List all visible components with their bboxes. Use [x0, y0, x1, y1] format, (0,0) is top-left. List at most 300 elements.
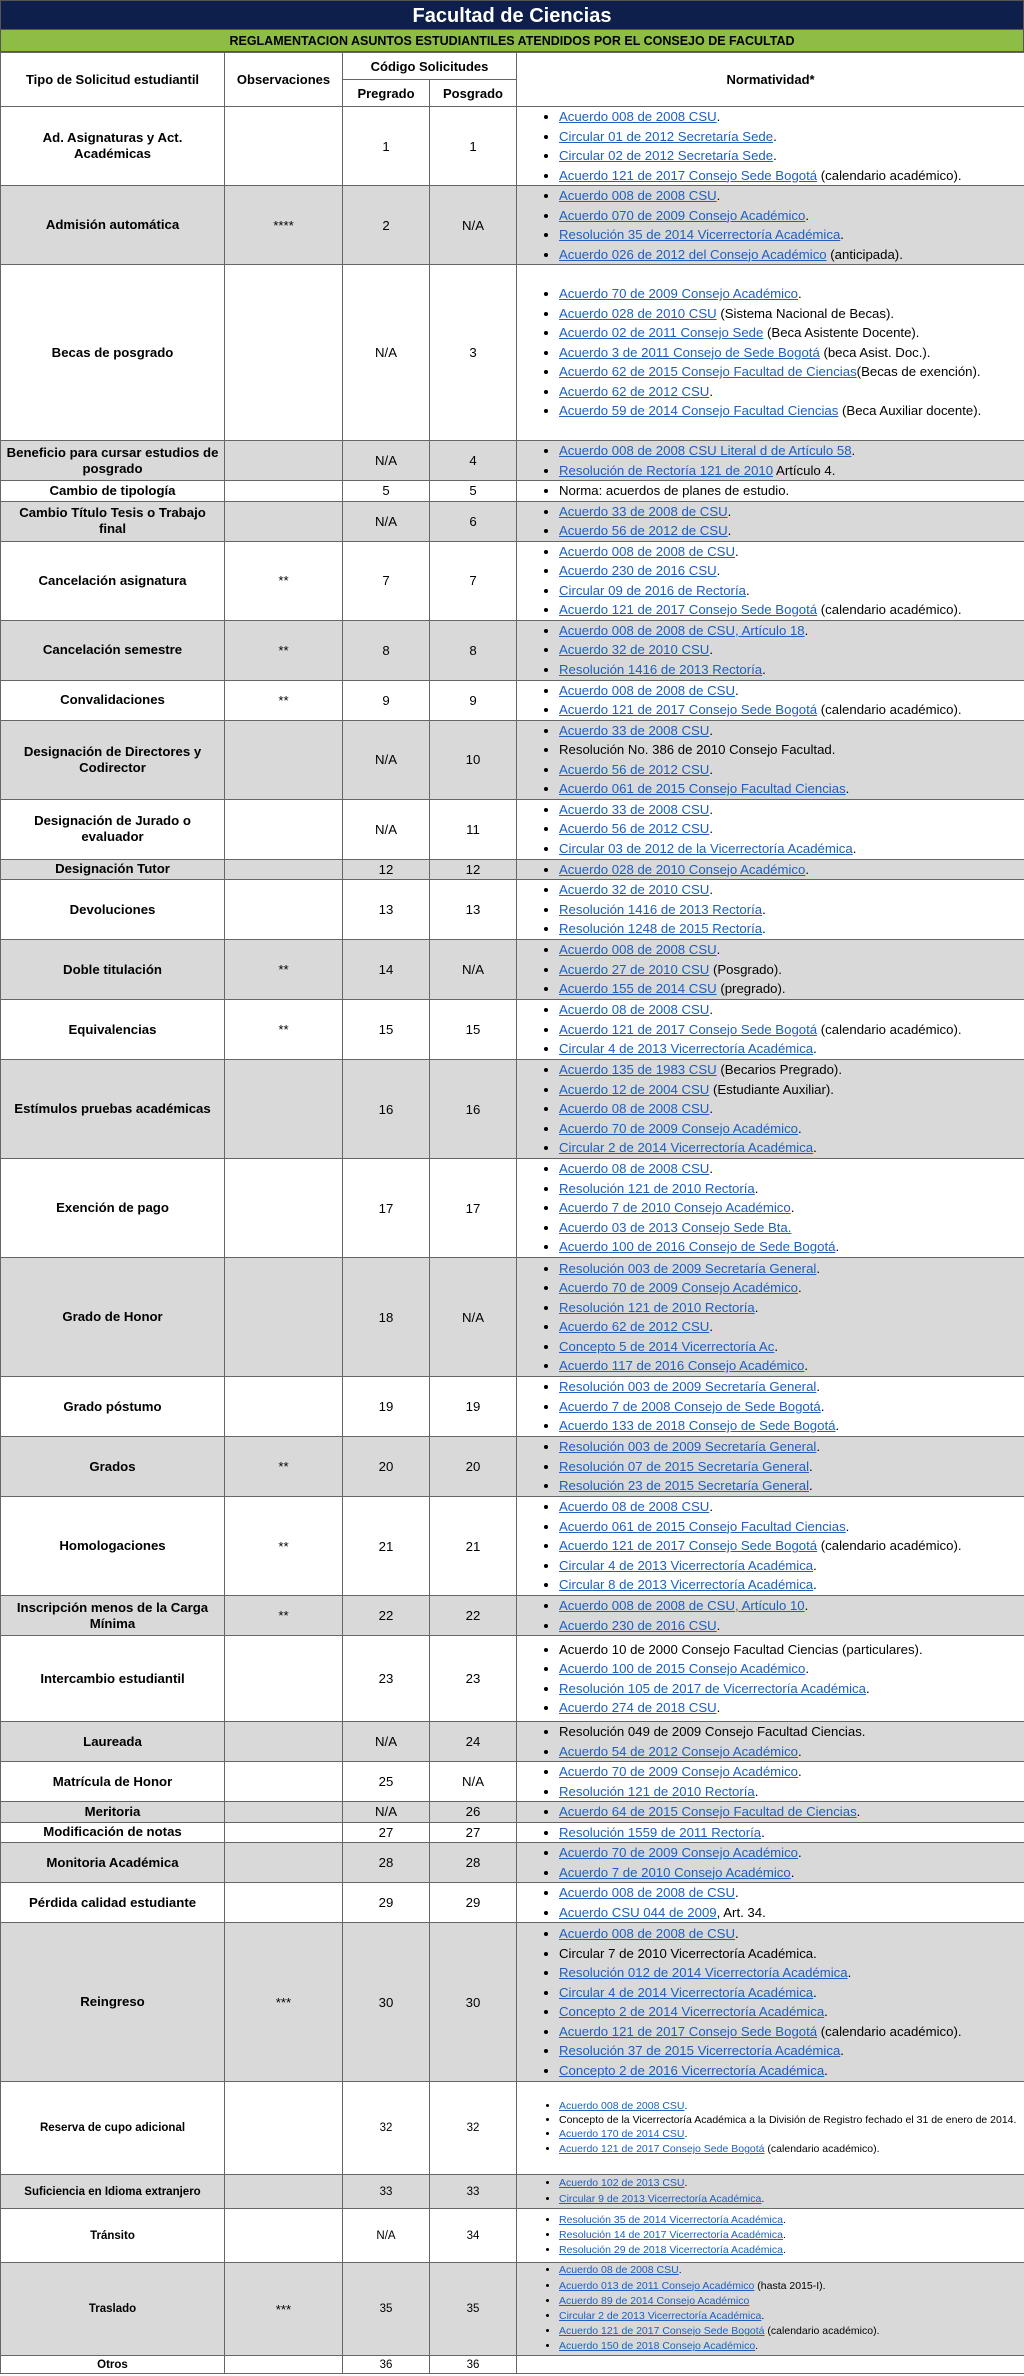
- table-row: [1, 1802, 1024, 1823]
- norm-text: .: [709, 1002, 713, 1018]
- norm-text: Norma: acuerdos de planes de estudio.: [559, 483, 790, 498]
- norm-list: [521, 1437, 1022, 1496]
- norm-link[interactable]: Acuerdo 008 de 2008 CSU Literal d de Artículo 58: [559, 443, 852, 458]
- norm-text: (anticipada).: [826, 246, 903, 262]
- posgrado-code-cell: 15: [430, 1000, 517, 1060]
- norm-link[interactable]: Circular 4 de 2013 Vicerrectoría Académica: [559, 1557, 814, 1573]
- norm-link[interactable]: Acuerdo 008 de 2008 CSU: [559, 188, 717, 203]
- posgrado-code-cell: N/A: [430, 186, 517, 265]
- norm-text: Artículo 4.: [773, 462, 836, 478]
- norm-link[interactable]: Resolución 003 de 2009 Secretaría General: [559, 1439, 817, 1455]
- norm-link[interactable]: Acuerdo 70 de 2009 Consejo Académico: [559, 1764, 799, 1779]
- norm-link[interactable]: Resolución 29 de 2018 Vicerrectoría Académica: [559, 2244, 783, 2257]
- norm-item: [559, 1722, 1022, 1742]
- norm-link[interactable]: Resolución 1416 de 2013 Rectoría: [559, 661, 763, 677]
- norm-link[interactable]: Resolución 1248 de 2015 Rectoría: [559, 921, 763, 937]
- table-row: [1, 481, 1024, 502]
- norm-item: [559, 1377, 1022, 1397]
- observaciones-cell: [225, 2356, 343, 2374]
- tipo-cell: Grados: [1, 1437, 225, 1497]
- observaciones-cell: **: [225, 1000, 343, 1060]
- norm-link[interactable]: Circular 2 de 2013 Vicerrectoría Académica: [559, 2310, 762, 2322]
- normatividad-cell: [517, 1159, 1024, 1258]
- norm-text: .: [798, 1120, 802, 1136]
- pregrado-code-cell: N/A: [343, 501, 430, 541]
- norm-item: [559, 721, 1022, 741]
- pregrado-code-cell: N/A: [343, 1722, 430, 1762]
- norm-link[interactable]: Acuerdo 32 de 2010 CSU: [559, 642, 710, 658]
- norm-link[interactable]: Acuerdo 230 de 2016 CSU: [559, 1617, 717, 1633]
- norm-text: .: [762, 921, 766, 937]
- norm-link[interactable]: Acuerdo 028 de 2010 CSU: [559, 305, 717, 321]
- norm-text: .: [790, 1864, 795, 1880]
- norm-list: [521, 681, 1022, 720]
- norm-text: .: [798, 1280, 802, 1295]
- normatividad-cell: [517, 1000, 1024, 1060]
- column-header-pregrado: Pregrado: [343, 80, 430, 107]
- norm-item: [559, 225, 1022, 245]
- norm-link[interactable]: Acuerdo 27 de 2010 CSU: [559, 961, 710, 977]
- norm-text: .: [709, 1499, 713, 1515]
- norm-text: (Becarios Pregrado).: [716, 1062, 842, 1078]
- norm-item: [559, 2002, 1022, 2022]
- tipo-cell: Intercambio estudiantil: [1, 1636, 225, 1722]
- norm-link[interactable]: Acuerdo 32 de 2010 CSU: [559, 882, 710, 898]
- norm-item: [559, 1099, 1022, 1119]
- norm-link[interactable]: Acuerdo 028 de 2010 Consejo Académico: [559, 861, 806, 877]
- normatividad-cell: [517, 541, 1024, 620]
- norm-text: (calendario académico).: [817, 1538, 962, 1554]
- norm-text: .: [816, 1379, 821, 1395]
- norm-link[interactable]: Acuerdo 274 de 2018 CSU: [559, 1700, 717, 1715]
- table-row: [1, 1636, 1024, 1722]
- norm-link[interactable]: Acuerdo 008 de 2008 de CSU, Artículo 10: [559, 1598, 805, 1613]
- norm-link[interactable]: Acuerdo 100 de 2015 Consejo Académico: [559, 1661, 806, 1676]
- norm-link[interactable]: Resolución 1559 de 2011 Rectoría: [559, 1824, 762, 1840]
- norm-link[interactable]: Circular 02 de 2012 Secretaría Sede: [559, 148, 774, 163]
- norm-link[interactable]: Acuerdo 70 de 2009 Consejo Académico: [559, 1280, 799, 1295]
- norm-text: Concepto de la Vicerrectoría Académica a la División de Registro fechado el 31 de enero de 2014.: [559, 2113, 1017, 2126]
- norm-item: [559, 1159, 1022, 1179]
- norm-item: [559, 819, 1022, 839]
- pregrado-code-cell: 28: [343, 1843, 430, 1883]
- norm-list: [521, 2263, 1022, 2354]
- observaciones-cell: **: [225, 1437, 343, 1497]
- norm-link[interactable]: Resolución 003 de 2009 Secretaría General: [559, 1260, 817, 1276]
- tipo-cell: Pérdida calidad estudiante: [1, 1883, 225, 1923]
- norm-link[interactable]: Acuerdo 121 de 2017 Consejo Sede Bogotá: [559, 2325, 765, 2338]
- norm-item: [559, 600, 1022, 620]
- norm-link[interactable]: Acuerdo 7 de 2008 Consejo de Sede Bogotá: [559, 1398, 821, 1414]
- norm-text: (calendario académico).: [817, 167, 962, 183]
- norm-text: (Posgrado).: [709, 961, 782, 977]
- norm-link[interactable]: Resolución 37 de 2015 Vicerrectoría Académica: [559, 2043, 841, 2058]
- norm-item: [559, 1556, 1022, 1576]
- pregrado-code-cell: 30: [343, 1923, 430, 2082]
- table-row: [1, 720, 1024, 799]
- pregrado-code-cell: 29: [343, 1883, 430, 1923]
- table-row: [1, 441, 1024, 481]
- norm-link[interactable]: Resolución 121 de 2010 Rectoría: [559, 1180, 755, 1196]
- pregrado-code-cell: 12: [343, 859, 430, 880]
- normatividad-cell: [517, 265, 1024, 441]
- norm-link[interactable]: Acuerdo 008 de 2008 CSU: [559, 942, 717, 958]
- tipo-cell: Reingreso: [1, 1923, 225, 2082]
- norm-text: .: [754, 1180, 759, 1196]
- norm-list: [521, 481, 1022, 501]
- norm-link[interactable]: Acuerdo 121 de 2017 Consejo Sede Bogotá: [559, 1538, 818, 1554]
- norm-text: , Art. 34.: [716, 1904, 766, 1920]
- norm-link[interactable]: Resolución 003 de 2009 Secretaría General: [559, 1379, 817, 1395]
- norm-link[interactable]: Acuerdo 33 de 2008 de CSU: [559, 503, 728, 519]
- norm-link[interactable]: Acuerdo 121 de 2017 Consejo Sede Bogotá: [559, 702, 818, 717]
- table-row: [1, 940, 1024, 1000]
- norm-item: [559, 1679, 1022, 1699]
- pregrado-code-cell: 27: [343, 1822, 430, 1843]
- norm-text: .: [727, 523, 732, 538]
- norm-list: [521, 1924, 1022, 2080]
- norm-text: .: [835, 1418, 840, 1434]
- norm-item: [559, 1198, 1022, 1218]
- observaciones-cell: [225, 501, 343, 541]
- norm-link[interactable]: Circular 03 de 2012 de la Vicerrectoría Académica: [559, 840, 853, 856]
- table-row: [1, 2082, 1024, 2175]
- observaciones-cell: ***: [225, 2263, 343, 2356]
- norm-link[interactable]: Resolución 07 de 2015 Secretaría General: [559, 1458, 810, 1474]
- norm-item: [559, 362, 1022, 382]
- posgrado-code-cell: 22: [430, 1596, 517, 1636]
- tipo-cell: Equivalencias: [1, 1000, 225, 1060]
- norm-text: .: [782, 2213, 786, 2226]
- pregrado-code-cell: N/A: [343, 799, 430, 859]
- pregrado-code-cell: N/A: [343, 265, 430, 441]
- norm-item: [559, 107, 1022, 127]
- norm-item: [559, 1536, 1022, 1556]
- norm-link[interactable]: Circular 01 de 2012 Secretaría Sede: [559, 128, 774, 144]
- norm-item: [559, 481, 1022, 501]
- norm-link[interactable]: Acuerdo 008 de 2008 de CSU, Artículo 18: [559, 622, 805, 638]
- norm-link[interactable]: Acuerdo 230 de 2016 CSU: [559, 563, 717, 578]
- pregrado-code-cell: 9: [343, 680, 430, 720]
- norm-item: [559, 1237, 1022, 1257]
- norm-link[interactable]: Circular 8 de 2013 Vicerrectoría Académica: [559, 1577, 814, 1593]
- norm-item: [559, 127, 1022, 147]
- norm-item: [559, 760, 1022, 780]
- observaciones-cell: [225, 107, 343, 186]
- norm-link[interactable]: Acuerdo 7 de 2010 Consejo Académico: [559, 1864, 791, 1880]
- table-row: [1, 541, 1024, 620]
- norm-item: [559, 2339, 1022, 2354]
- norm-text: .: [716, 1617, 721, 1633]
- normatividad-cell: [517, 1258, 1024, 1377]
- posgrado-code-cell: 36: [430, 2356, 517, 2374]
- norm-link[interactable]: Acuerdo 121 de 2017 Consejo Sede Bogotá: [559, 1021, 818, 1037]
- norm-link[interactable]: Resolución 1416 de 2013 Rectoría: [559, 901, 763, 917]
- norm-link[interactable]: Acuerdo 008 de 2008 de CSU: [559, 1885, 735, 1900]
- norm-link[interactable]: Acuerdo 56 de 2012 CSU: [559, 821, 710, 837]
- norm-text: .: [745, 582, 750, 598]
- norm-item: [559, 900, 1022, 920]
- norm-text: .: [761, 2310, 765, 2322]
- norm-link[interactable]: Resolución 105 de 2017 de Vicerrectoría Académica: [559, 1680, 866, 1696]
- norm-list: [521, 441, 1022, 480]
- norm-link[interactable]: Acuerdo 008 de 2008 CSU: [559, 2099, 685, 2112]
- table-row: [1, 186, 1024, 265]
- norm-link[interactable]: Acuerdo 102 de 2013 CSU: [559, 2177, 685, 2190]
- norm-link[interactable]: Acuerdo 3 de 2011 Consejo de Sede Bogotá: [559, 344, 820, 360]
- normatividad-cell: [517, 1722, 1024, 1762]
- norm-link[interactable]: Concepto 5 de 2014 Vicerrectoría Ac: [559, 1338, 775, 1354]
- norm-link[interactable]: Acuerdo 008 de 2008 de CSU: [559, 543, 735, 559]
- observaciones-cell: [225, 720, 343, 799]
- norm-item: [559, 1497, 1022, 1517]
- norm-text: .: [816, 1260, 821, 1276]
- table-row: [1, 1843, 1024, 1883]
- norm-item: [559, 621, 1022, 641]
- norm-link[interactable]: Resolución 35 de 2014 Vicerrectoría Académica: [559, 2213, 783, 2226]
- posgrado-code-cell: 28: [430, 1843, 517, 1883]
- tipo-cell: Modificación de notas: [1, 1822, 225, 1843]
- norm-list: [521, 940, 1022, 999]
- norm-link[interactable]: Acuerdo 170 de 2014 CSU: [559, 2127, 685, 2140]
- table-row: [1, 265, 1024, 441]
- norm-link[interactable]: Acuerdo 89 de 2014 Consejo Académico: [559, 2294, 750, 2307]
- observaciones-cell: [225, 481, 343, 502]
- norm-item: [559, 839, 1022, 859]
- norm-text: .: [709, 761, 713, 777]
- pregrado-code-cell: 19: [343, 1377, 430, 1437]
- table-row: [1, 1497, 1024, 1596]
- norm-link[interactable]: Acuerdo 061 de 2015 Consejo Facultad Ciencias: [559, 781, 846, 796]
- table-row: [1, 1258, 1024, 1377]
- norm-link[interactable]: Acuerdo 08 de 2008 CSU: [559, 2264, 679, 2277]
- norm-text: Resolución No. 386 de 2010 Consejo Facultad.: [559, 742, 836, 757]
- norm-text: .: [709, 1161, 713, 1177]
- norm-text: .: [804, 1598, 809, 1613]
- table-row: [1, 2209, 1024, 2263]
- posgrado-code-cell: N/A: [430, 940, 517, 1000]
- norm-item: [559, 1298, 1022, 1318]
- tipo-cell: Convalidaciones: [1, 680, 225, 720]
- norm-link[interactable]: Acuerdo 08 de 2008 CSU: [559, 1002, 710, 1018]
- norm-link[interactable]: Acuerdo 12 de 2004 CSU: [559, 1081, 710, 1097]
- table-row: [1, 107, 1024, 186]
- normatividad-cell: [517, 680, 1024, 720]
- norm-item: [559, 461, 1022, 481]
- norm-link[interactable]: Resolución de Rectoría 121 de 2010: [559, 462, 774, 478]
- norm-link[interactable]: Acuerdo 08 de 2008 CSU: [559, 1499, 710, 1515]
- norm-link[interactable]: Acuerdo 117 de 2016 Consejo Académico: [559, 1358, 805, 1373]
- norm-link[interactable]: Resolución 14 de 2017 Vicerrectoría Académica: [559, 2228, 783, 2241]
- pregrado-code-cell: 23: [343, 1636, 430, 1722]
- norm-text: .: [684, 2127, 688, 2140]
- posgrado-code-cell: 6: [430, 501, 517, 541]
- posgrado-code-cell: 29: [430, 1883, 517, 1923]
- posgrado-code-cell: 21: [430, 1497, 517, 1596]
- observaciones-cell: **: [225, 620, 343, 680]
- table-row: [1, 1762, 1024, 1802]
- norm-link[interactable]: Acuerdo 54 de 2012 Consejo Académico: [559, 1743, 799, 1759]
- norm-link[interactable]: Acuerdo 133 de 2018 Consejo de Sede Bogotá: [559, 1418, 836, 1434]
- norm-item: [559, 1457, 1022, 1477]
- norm-item: [559, 2099, 1022, 2114]
- norm-link[interactable]: Acuerdo CSU 044 de 2009: [559, 1904, 717, 1920]
- table-row: [1, 620, 1024, 680]
- posgrado-code-cell: 24: [430, 1722, 517, 1762]
- tipo-cell: Meritoria: [1, 1802, 225, 1823]
- norm-link[interactable]: Acuerdo 008 de 2008 de CSU: [559, 1926, 735, 1941]
- norm-link[interactable]: Acuerdo 56 de 2012 de CSU: [559, 523, 728, 538]
- norm-link[interactable]: Acuerdo 33 de 2008 CSU: [559, 801, 710, 817]
- norm-item: [559, 779, 1022, 799]
- tipo-cell: Reserva de cupo adicional: [1, 2082, 225, 2175]
- norm-link[interactable]: Acuerdo 33 de 2008 CSU: [559, 722, 710, 738]
- pregrado-code-cell: 36: [343, 2356, 430, 2374]
- norm-link[interactable]: Acuerdo 150 de 2018 Consejo Académico: [559, 2340, 756, 2353]
- norm-link[interactable]: Resolución 121 de 2010 Rectoría: [559, 1783, 755, 1799]
- posgrado-code-cell: 1: [430, 107, 517, 186]
- norm-text: .: [798, 1743, 802, 1759]
- pregrado-code-cell: 16: [343, 1060, 430, 1159]
- tipo-cell: Doble titulación: [1, 940, 225, 1000]
- norm-list: [521, 1000, 1022, 1059]
- norm-text: .: [804, 622, 809, 638]
- norm-link[interactable]: Circular 2 de 2014 Vicerrectoría Académica: [559, 1140, 814, 1156]
- norm-link[interactable]: Acuerdo 008 de 2008 CSU: [559, 109, 717, 124]
- norm-list: [521, 1722, 1022, 1761]
- norm-link[interactable]: Acuerdo 64 de 2015 Consejo Facultad de Ciencias: [559, 1804, 857, 1819]
- norm-link[interactable]: Acuerdo 08 de 2008 CSU: [559, 1101, 710, 1117]
- norm-link[interactable]: Acuerdo 62 de 2012 CSU: [559, 1319, 710, 1334]
- norm-link[interactable]: Acuerdo 02 de 2011 Consejo Sede: [559, 325, 764, 341]
- posgrado-code-cell: 19: [430, 1377, 517, 1437]
- norm-item: [559, 382, 1022, 402]
- pregrado-code-cell: 14: [343, 940, 430, 1000]
- norm-link[interactable]: Concepto 2 de 2016 Vicerrectoría Académica: [559, 2062, 825, 2078]
- norm-text: .: [852, 840, 857, 856]
- regulations-table: [0, 52, 1024, 2374]
- norm-list: [521, 1259, 1022, 1376]
- posgrado-code-cell: 4: [430, 441, 517, 481]
- norm-link[interactable]: Resolución 23 de 2015 Secretaría General: [559, 1478, 810, 1494]
- norm-list: [521, 2099, 1022, 2158]
- norm-link[interactable]: Acuerdo 70 de 2009 Consejo Académico: [559, 1845, 799, 1860]
- norm-link[interactable]: Acuerdo 03 de 2013 Consejo Sede Bta.: [559, 1219, 792, 1235]
- norm-item: [559, 146, 1022, 166]
- page-subtitle: REGLAMENTACION ASUNTOS ESTUDIANTILES ATENDIDOS POR EL CONSEJO DE FACULTAD: [0, 30, 1024, 52]
- norm-link[interactable]: Resolución 35 de 2014 Vicerrectoría Académica: [559, 227, 841, 242]
- norm-item: [559, 1983, 1022, 2003]
- norm-text: .: [824, 2062, 828, 2078]
- norm-item: [559, 1020, 1022, 1040]
- norm-link[interactable]: Acuerdo 121 de 2017 Consejo Sede Bogotá: [559, 2143, 765, 2156]
- norm-text: .: [851, 443, 856, 458]
- norm-link[interactable]: Resolución 121 de 2010 Rectoría: [559, 1299, 755, 1315]
- posgrado-code-cell: 34: [430, 2209, 517, 2263]
- observaciones-cell: [225, 1636, 343, 1722]
- observaciones-cell: [225, 859, 343, 880]
- table-row: [1, 1822, 1024, 1843]
- norm-link[interactable]: Acuerdo 121 de 2017 Consejo Sede Bogotá: [559, 602, 818, 617]
- pregrado-code-cell: 17: [343, 1159, 430, 1258]
- norm-text: .: [845, 1518, 850, 1534]
- norm-item: [559, 401, 1022, 421]
- norm-item: [559, 1883, 1022, 1903]
- normatividad-cell: [517, 1843, 1024, 1883]
- norm-link[interactable]: Acuerdo 7 de 2010 Consejo Académico: [559, 1200, 791, 1216]
- norm-item: [559, 2114, 1022, 2127]
- norm-item: [559, 186, 1022, 206]
- norm-link[interactable]: Circular 09 de 2016 de Rectoría: [559, 582, 746, 598]
- table-row: [1, 680, 1024, 720]
- norm-item: [559, 1356, 1022, 1376]
- norm-link[interactable]: Acuerdo 061 de 2015 Consejo Facultad Ciencias: [559, 1518, 846, 1534]
- norm-text: (Sistema Nacional de Becas).: [716, 305, 895, 321]
- norm-link[interactable]: Circular 4 de 2014 Vicerrectoría Académica: [559, 1984, 814, 2000]
- norm-item: [559, 1963, 1022, 1983]
- norm-link[interactable]: Acuerdo 121 de 2017 Consejo Sede Bogotá: [559, 2023, 818, 2039]
- norm-link[interactable]: Resolución 012 de 2014 Vicerrectoría Académica: [559, 1965, 848, 1980]
- norm-link[interactable]: Circular 9 de 2013 Vicerrectoría Académica: [559, 2192, 762, 2205]
- norm-link[interactable]: Acuerdo 100 de 2016 Consejo de Sede Bogotá: [559, 1239, 836, 1255]
- norm-link[interactable]: Acuerdo 135 de 1983 CSU: [559, 1062, 717, 1078]
- normatividad-cell: [517, 1762, 1024, 1802]
- norm-item: [559, 304, 1022, 324]
- norm-link[interactable]: Acuerdo 56 de 2012 CSU: [559, 761, 710, 777]
- normatividad-cell: [517, 501, 1024, 541]
- norm-link[interactable]: Acuerdo 008 de 2008 de CSU: [559, 682, 735, 698]
- tipo-cell: Designación Tutor: [1, 859, 225, 880]
- observaciones-cell: [225, 441, 343, 481]
- norm-link[interactable]: Acuerdo 155 de 2014 CSU: [559, 981, 717, 997]
- pregrado-code-cell: 32: [343, 2082, 430, 2175]
- norm-link[interactable]: Acuerdo 08 de 2008 CSU: [559, 1161, 710, 1177]
- norm-item: [559, 1863, 1022, 1883]
- observaciones-cell: [225, 265, 343, 441]
- norm-text: .: [774, 1338, 778, 1354]
- norm-item: [559, 2213, 1022, 2228]
- norm-link[interactable]: Acuerdo 026 de 2012 del Consejo Académico: [559, 246, 827, 262]
- norm-link[interactable]: Acuerdo 013 de 2011 Consejo Académico: [559, 2279, 755, 2292]
- norm-link[interactable]: Acuerdo 62 de 2015 Consejo Facultad de Ciencias: [559, 364, 857, 380]
- norm-text: .: [790, 1200, 795, 1216]
- normatividad-cell: [517, 1377, 1024, 1437]
- norm-item: [559, 2263, 1022, 2278]
- norm-link[interactable]: Acuerdo 070 de 2009 Consejo Académico: [559, 207, 806, 223]
- norm-text: (Becas de exención).: [856, 364, 981, 380]
- norm-link[interactable]: Acuerdo 70 de 2009 Consejo Académico: [559, 1120, 799, 1136]
- table-row: [1, 859, 1024, 880]
- norm-link[interactable]: Acuerdo 121 de 2017 Consejo Sede Bogotá: [559, 167, 818, 183]
- norm-list: [521, 1883, 1022, 1922]
- norm-link[interactable]: Concepto 2 de 2014 Vicerrectoría Académica: [559, 2004, 825, 2019]
- table-row: [1, 2356, 1024, 2374]
- norm-link[interactable]: Acuerdo 62 de 2012 CSU: [559, 383, 710, 399]
- tipo-cell: Devoluciones: [1, 880, 225, 940]
- pregrado-code-cell: 13: [343, 880, 430, 940]
- norm-item: [559, 1698, 1022, 1718]
- observaciones-cell: **: [225, 1596, 343, 1636]
- pregrado-code-cell: N/A: [343, 441, 430, 481]
- norm-link[interactable]: Acuerdo 59 de 2014 Consejo Facultad Ciencias: [559, 403, 839, 419]
- norm-item: [559, 800, 1022, 820]
- norm-link[interactable]: Acuerdo 70 de 2009 Consejo Académico: [559, 286, 799, 302]
- table-row: [1, 2263, 1024, 2356]
- posgrado-code-cell: 17: [430, 1159, 517, 1258]
- observaciones-cell: ****: [225, 186, 343, 265]
- norm-link[interactable]: Circular 4 de 2013 Vicerrectoría Académica: [559, 1041, 814, 1057]
- norm-list: [521, 1843, 1022, 1882]
